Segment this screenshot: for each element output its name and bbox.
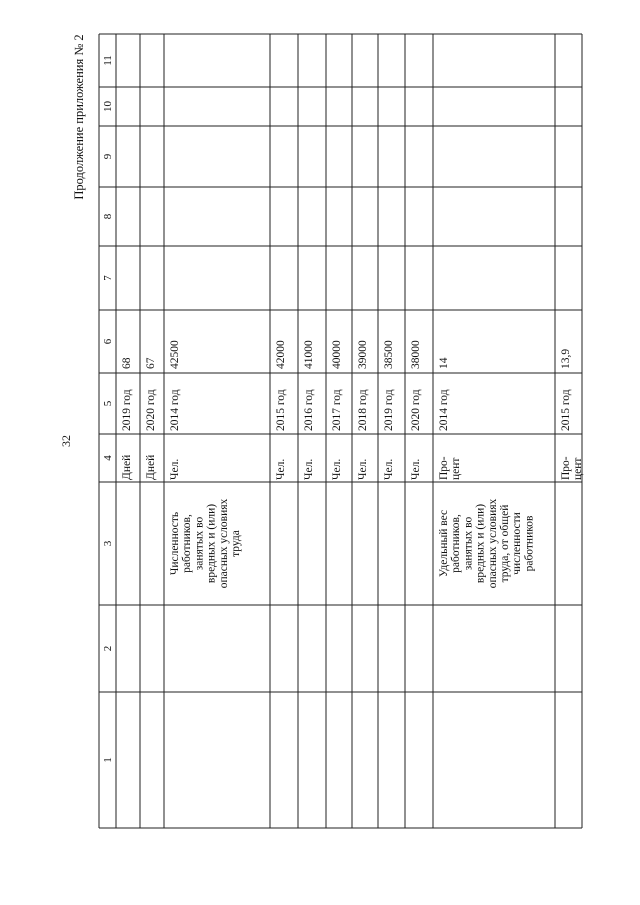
value-text-row-1: 67: [145, 357, 157, 369]
unit-text-row-1-line-0: Дней: [145, 454, 157, 480]
indicator-text-row-9-line-6: численности: [511, 512, 524, 575]
page-number: 32: [59, 435, 73, 447]
unit-text-row-9-line-0: Про-: [438, 456, 450, 480]
indicator-text-row-2-line-1: работников,: [181, 514, 194, 573]
indicator-text-row-9-line-1: работников,: [450, 514, 463, 573]
column-number-2: 2: [102, 645, 114, 652]
column-number-9: 9: [102, 153, 114, 160]
indicator-text-row-9-line-3: вредных и (или): [474, 503, 487, 584]
unit-text-row-9-line-1: цент: [450, 457, 463, 480]
value-text-row-6: 39000: [357, 340, 369, 369]
value-text-row-8: 38000: [410, 340, 422, 369]
column-number-10: 10: [102, 101, 114, 112]
column-number-6: 6: [102, 338, 114, 345]
unit-text-row-7-line-0: Чел.: [383, 458, 395, 480]
table-cells: [102, 55, 584, 763]
continuation-caption: Продолжение приложения № 2: [72, 34, 86, 200]
value-text-row-9: 14: [438, 357, 450, 369]
unit-text-row-4-line-0: Чел.: [303, 458, 315, 480]
indicator-text-row-9-line-5: труда, от общей: [499, 504, 511, 583]
indicator-text-row-9-line-7: работников: [523, 515, 536, 572]
year-text-row-7: 2019 год: [383, 389, 395, 431]
year-text-row-8: 2020 год: [410, 389, 422, 431]
value-text-row-5: 40000: [331, 340, 343, 369]
value-text-row-0: 68: [121, 357, 133, 369]
year-text-row-5: 2017 год: [331, 389, 343, 431]
unit-text-row-8-line-0: Чел.: [410, 458, 422, 480]
column-number-4: 4: [102, 455, 114, 461]
unit-text-row-6-line-0: Чел.: [357, 458, 369, 480]
indicator-text-row-2-line-4: опасных условиях: [217, 498, 230, 589]
unit-text-row-10-line-1: цент: [572, 457, 585, 480]
year-text-row-10: 2015 год: [560, 389, 572, 431]
column-number-1: 1: [102, 757, 114, 763]
year-text-row-4: 2016 год: [303, 389, 315, 431]
unit-text-row-3-line-0: Чел.: [275, 458, 287, 480]
year-text-row-1: 2020 год: [145, 389, 157, 431]
column-number-7: 7: [102, 275, 114, 281]
value-text-row-2: 42500: [169, 340, 181, 369]
year-text-row-0: 2019 год: [121, 389, 133, 431]
column-number-5: 5: [102, 400, 114, 407]
year-text-row-9: 2014 год: [438, 389, 450, 431]
indicator-text-row-2-line-5: труда: [230, 530, 242, 557]
indicator-text-row-9-line-4: опасных условиях: [486, 498, 499, 589]
unit-text-row-5-line-0: Чел.: [331, 458, 343, 480]
unit-text-row-0-line-0: Дней: [121, 454, 133, 480]
unit-text-row-2-line-0: Чел.: [169, 458, 181, 480]
indicator-text-row-9-line-0: Удельный вес: [438, 509, 450, 578]
column-number-8: 8: [102, 213, 114, 220]
indicator-text-row-9-line-2: занятых во: [462, 516, 475, 571]
column-number-11: 11: [102, 55, 114, 66]
year-text-row-3: 2015 год: [275, 389, 287, 431]
value-text-row-3: 42000: [275, 340, 287, 369]
indicator-text-row-2-line-0: Численность: [169, 511, 181, 576]
indicator-text-row-2-line-3: вредных и (или): [205, 503, 218, 584]
column-number-3: 3: [102, 540, 114, 547]
value-text-row-10: 13,9: [560, 348, 572, 369]
unit-text-row-10-line-0: Про-: [560, 456, 572, 480]
indicator-text-row-2-line-2: занятых во: [193, 516, 206, 571]
value-text-row-7: 38500: [383, 340, 395, 369]
value-text-row-4: 41000: [303, 340, 315, 369]
year-text-row-2: 2014 год: [169, 389, 181, 431]
year-text-row-6: 2018 год: [357, 389, 369, 431]
